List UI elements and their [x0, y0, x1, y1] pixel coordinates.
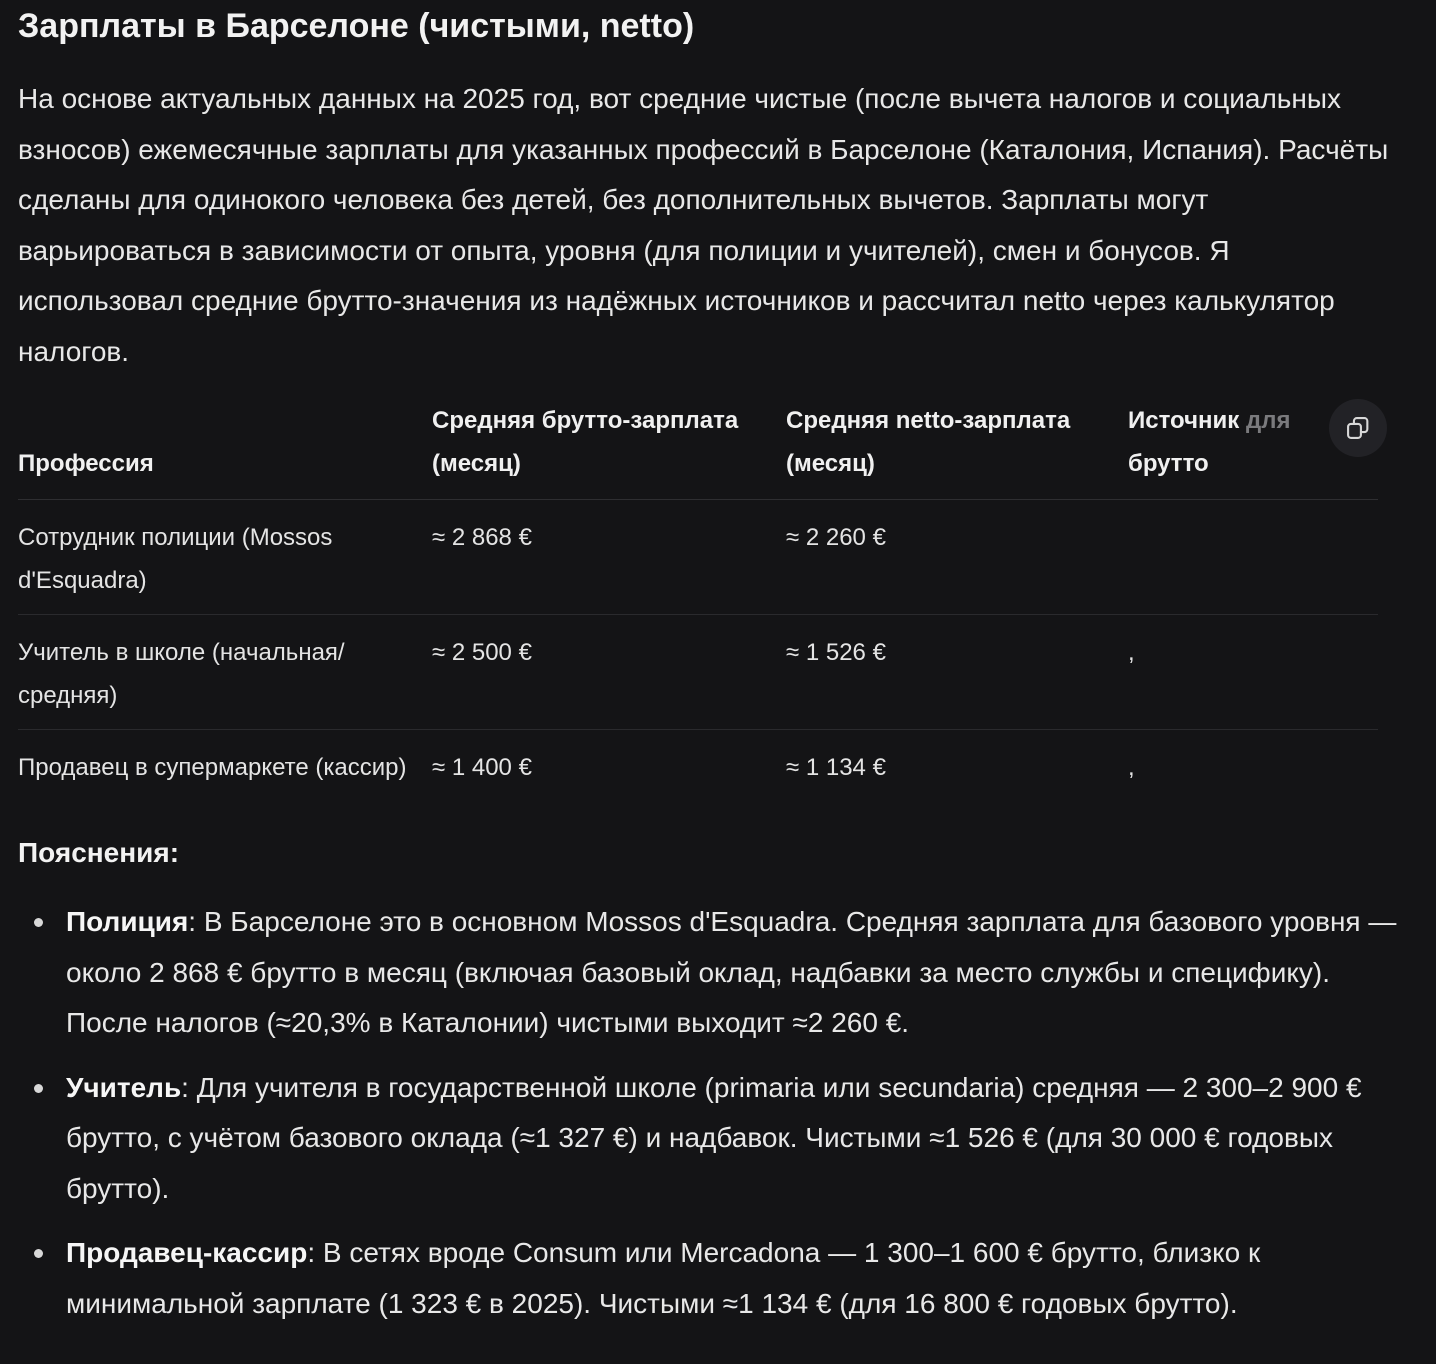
cell-gross: ≈ 2 500 € — [432, 639, 532, 666]
cell-profession: Учитель в школе (начальная/средняя) — [18, 639, 345, 709]
list-item — [18, 1228, 1398, 1329]
bullet-icon — [34, 918, 43, 927]
notes-title: Пояснения: — [18, 837, 180, 868]
table-row — [18, 615, 1378, 730]
cell-source: , — [1128, 639, 1135, 666]
cell-profession: Сотрудник полиции (Mossos d'Esquadra) — [18, 524, 333, 594]
header-source-text-2: брутто — [1128, 450, 1209, 477]
note-text: : В Барселоне это в основном Mossos d'Esquadra. Средняя зарплата для базового уровня — около 2 868 € брутто в месяц (включая базовый оклад, надбавки за место службы и специфику). После налогов (≈20,3% в Каталонии) чистыми выходит ≈2 260 €. — [66, 906, 1397, 1038]
table-header-row — [18, 399, 1378, 500]
copy-icon — [1344, 414, 1372, 442]
note-text: : В сетях вроде Consum или Mercadona — 1 300–1 600 € брутто, близко к минимальной зарплате (1 323 € в 2025). Чистыми ≈1 134 € (для 16 800 € годовых брутто). — [66, 1237, 1261, 1319]
bullet-icon — [34, 1249, 43, 1258]
header-profession: Профессия — [18, 450, 154, 477]
cell-profession: Продавец в супермаркете (кассир) — [18, 754, 407, 781]
cell-net: ≈ 1 134 € — [786, 754, 886, 781]
bullet-icon — [34, 1084, 43, 1093]
cell-gross: ≈ 1 400 € — [432, 754, 532, 781]
cell-net: ≈ 2 260 € — [786, 524, 886, 551]
notes-list — [18, 897, 1398, 1329]
message-content — [18, 0, 1398, 1343]
cell-gross: ≈ 2 868 € — [432, 524, 532, 551]
salary-table-container — [18, 399, 1393, 801]
note-label: Полиция — [66, 906, 189, 937]
note-text: : Для учителя в государственной школе (primaria или secundaria) средняя — 2 300–2 900 € брутто, с учётом базового оклада (≈1 327 €) и надбавок. Чистыми ≈1 526 € (для 30 000 € годовых брутто). — [66, 1071, 1362, 1204]
header-net: Средняя netto-зарплата (месяц) — [786, 407, 1071, 477]
cell-net: ≈ 1 526 € — [786, 639, 886, 666]
table-row — [18, 500, 1378, 615]
salary-table — [18, 399, 1378, 801]
note-label: Продавец-кассир — [66, 1237, 308, 1268]
cell-source: , — [1128, 754, 1135, 781]
cell-source — [1128, 500, 1378, 615]
copy-table-button[interactable] — [1329, 399, 1387, 457]
note-label: Учитель — [66, 1071, 182, 1103]
list-item — [18, 897, 1398, 1049]
list-item — [18, 1063, 1398, 1215]
header-source-text: Источник — [1128, 407, 1246, 434]
intro-paragraph: На основе актуальных данных на 2025 год, вот средние чистые (после вычета налогов и социальных взносов) ежемесячные зарплаты для указанных профессий в Барселоне (Каталония, Испания). Расчёты сделаны для одинокого человека без детей, без дополнительных вычетов. Зарплаты могут варьироваться в зависимости от опыта, уровня (для полиции и учителей), смен и бонусов. Я использовал средние брутто-значения из надёжных источников и рассчитал netto через калькулятор налогов. — [18, 83, 1389, 367]
page-title: Зарплаты в Барселоне (чистыми, netto) — [18, 7, 695, 45]
table-row — [18, 730, 1378, 802]
header-gross: Средняя брутто-зарплата (месяц) — [432, 407, 739, 477]
header-source-fade: для — [1245, 407, 1291, 434]
